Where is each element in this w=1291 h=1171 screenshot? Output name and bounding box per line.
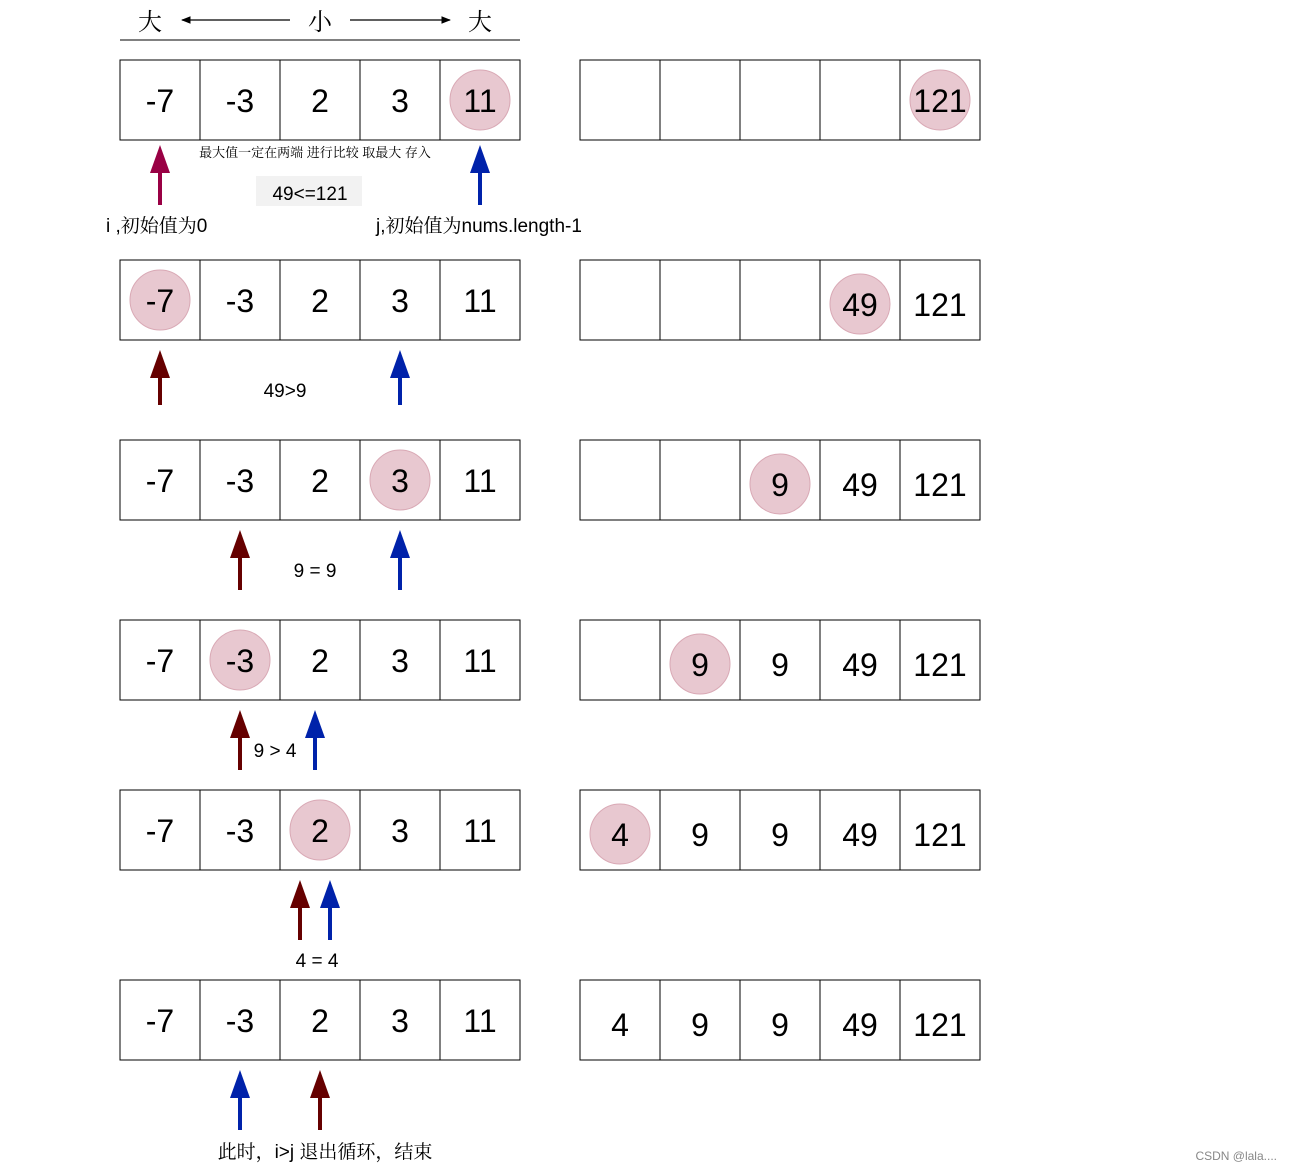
left-cell-value: 11 (463, 83, 497, 119)
left-cell-value: -3 (225, 643, 255, 679)
left-cell-value: 3 (391, 1003, 409, 1039)
comparison-label: 9 > 4 (253, 741, 297, 762)
comparison-label: 4 = 4 (295, 951, 339, 972)
right-cell-value: 49 (842, 287, 878, 323)
left-cell-value: 2 (311, 283, 329, 319)
left-cell-value: 11 (463, 283, 497, 319)
right-cell-value: 121 (913, 287, 967, 323)
pointer-j-arrow-head (230, 1070, 250, 1098)
right-cell-value: 9 (771, 817, 789, 853)
right-cell-value: 49 (842, 467, 878, 503)
left-cell-value: 2 (311, 463, 329, 499)
order-header (120, 9, 520, 40)
comparison-label: 9 = 9 (293, 561, 337, 582)
left-cell-value: 11 (463, 643, 497, 679)
step-row (120, 440, 980, 590)
right-cell-value: 4 (611, 817, 629, 853)
right-cell-value: 9 (771, 1007, 789, 1043)
left-cell-value: 3 (391, 813, 409, 849)
rule-note: 最大值一定在两端 进行比较 取最大 存入 (199, 145, 431, 160)
left-cell-value: 2 (311, 643, 329, 679)
left-cell-value: -7 (145, 83, 175, 119)
right-cell (580, 60, 660, 140)
right-cell-value: 121 (913, 83, 967, 119)
left-cell-value: -7 (145, 1003, 175, 1039)
header-right-label: 大 (468, 9, 492, 36)
pointer-i-arrow-head (230, 530, 250, 558)
right-cell-value: 49 (842, 1007, 878, 1043)
left-cell-value: -3 (225, 83, 255, 119)
right-cell-value: 9 (771, 647, 789, 683)
comparison-label: 此时，i>j 退出循环，结束 (217, 1142, 433, 1163)
right-cell-value: 49 (842, 647, 878, 683)
right-cell-value: 9 (691, 647, 709, 683)
right-cell (580, 620, 660, 700)
pointer-j-arrow-head (320, 880, 340, 908)
right-cell (580, 260, 660, 340)
right-cell-value: 4 (611, 1007, 629, 1043)
left-cell-value: 2 (311, 83, 329, 119)
right-cell-value: 9 (771, 467, 789, 503)
pointer-i-arrow-head (150, 350, 170, 378)
pointer-j-arrow-head (390, 530, 410, 558)
left-cell-value: 11 (463, 463, 497, 499)
comparison-label: 49>9 (263, 381, 307, 402)
step-row (120, 260, 980, 405)
pointer-i-arrow-head (230, 710, 250, 738)
left-cell-value: 11 (463, 1003, 497, 1039)
watermark: CSDN @lala.... (1195, 1149, 1277, 1163)
left-cell-value: -3 (225, 813, 255, 849)
right-cell (660, 60, 740, 140)
right-cell-value: 121 (913, 1007, 967, 1043)
left-cell-value: 3 (391, 463, 409, 499)
left-cell-value: -7 (145, 283, 175, 319)
left-cell-value: -7 (145, 813, 175, 849)
header-mid-label: 小 (308, 9, 332, 36)
right-cell-value: 121 (913, 467, 967, 503)
pointer-i-label: i ,初始值为0 (106, 216, 208, 237)
right-cell-value: 121 (913, 817, 967, 853)
right-cell (660, 440, 740, 520)
left-cell-value: 3 (391, 643, 409, 679)
right-cell (740, 60, 820, 140)
step-row (106, 60, 980, 237)
left-cell-value: -7 (145, 643, 175, 679)
right-cell-value: 9 (691, 817, 709, 853)
left-cell-value: 11 (463, 813, 497, 849)
pointer-j-arrow-head (305, 710, 325, 738)
pointer-i-arrow-head (310, 1070, 330, 1098)
right-cell-value: 49 (842, 817, 878, 853)
pointer-i-arrow-head (150, 145, 170, 173)
right-cell (580, 440, 660, 520)
comparison-label: 49<=121 (272, 184, 348, 205)
left-cell-value: -3 (225, 283, 255, 319)
left-cell-value: -3 (225, 463, 255, 499)
left-cell-value: -7 (145, 463, 175, 499)
header-left-label: 大 (138, 9, 162, 36)
right-cell (660, 260, 740, 340)
step-row (120, 620, 980, 770)
left-cell-value: 2 (311, 813, 329, 849)
right-cell-value: 121 (913, 647, 967, 683)
step-row (120, 980, 980, 1163)
rows-layer (106, 60, 980, 1163)
pointer-j-arrow-head (390, 350, 410, 378)
pointer-i-arrow-head (290, 880, 310, 908)
left-cell-value: 3 (391, 83, 409, 119)
left-cell-value: 2 (311, 1003, 329, 1039)
pointer-j-label: j,初始值为nums.length-1 (376, 216, 582, 237)
right-cell-value: 9 (691, 1007, 709, 1043)
step-row (120, 790, 980, 972)
left-cell-value: 3 (391, 283, 409, 319)
right-cell (820, 60, 900, 140)
right-cell (740, 260, 820, 340)
left-cell-value: -3 (225, 1003, 255, 1039)
pointer-j-arrow-head (470, 145, 490, 173)
